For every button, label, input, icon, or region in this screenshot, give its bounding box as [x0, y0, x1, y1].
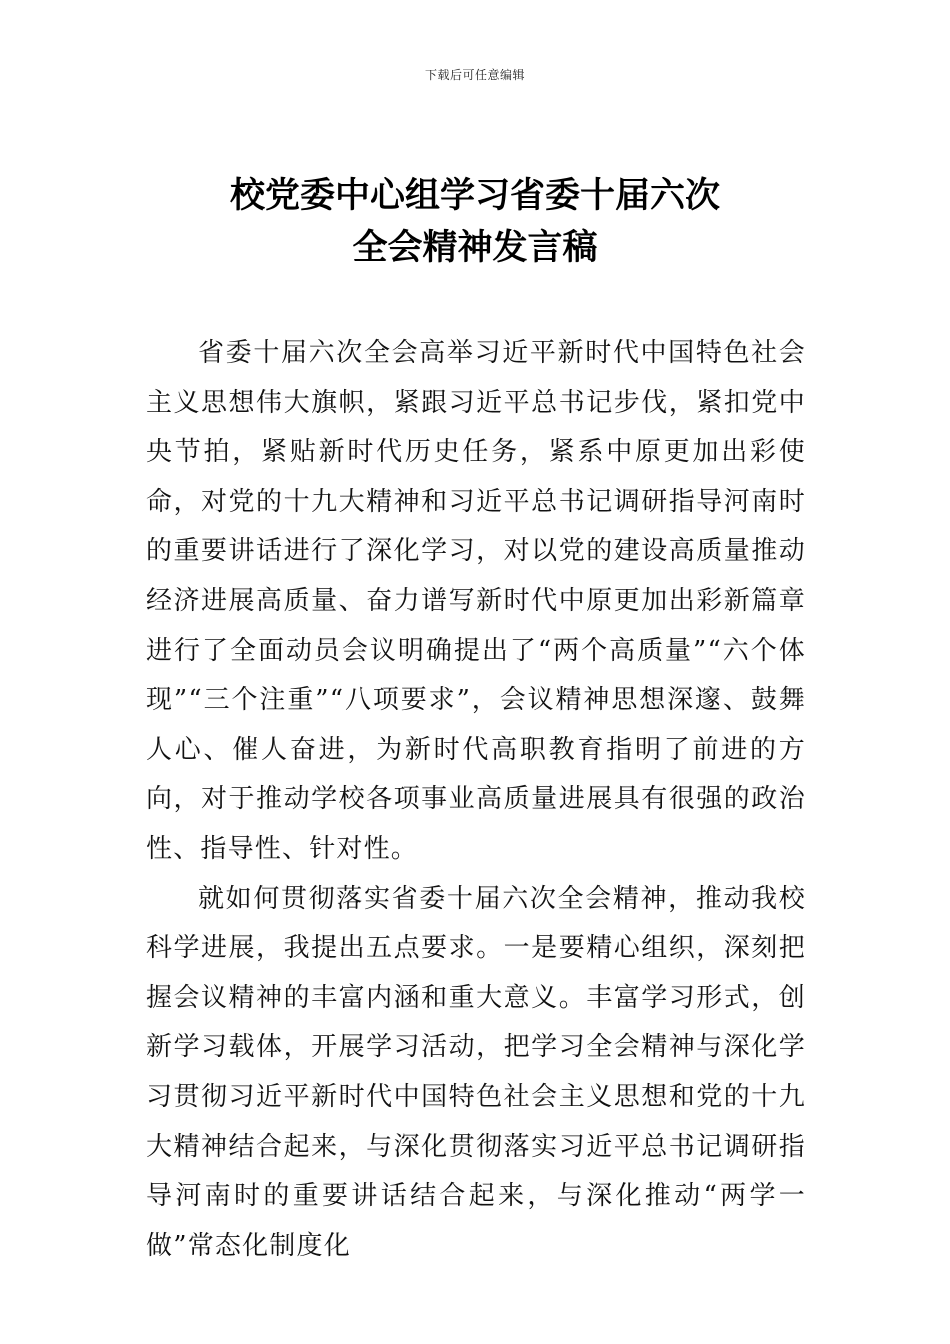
- document-body: [146, 329, 806, 1271]
- paragraph-2: 就如何贯彻落实省委十届六次全会精神，推动我校科学进展，我提出五点要求。一是要精心组织，深刻把握会议精神的丰富内涵和重大意义。丰富学习形式，创新学习载体，开展学习活动，把学习全会精神与深化学习贯彻习近平新时代中国特色社会主义思想和党的十九大精神结合起来，与深化贯彻落实习近平总书记调研指导河南时的重要讲话结合起来，与深化推动“两学一做”常态化制度化: [146, 883, 806, 1261]
- header-note: 下载后可任意编辑: [424, 68, 525, 82]
- title-line-1: 校党委中心组学习省委十届六次: [229, 176, 720, 216]
- document-title: [0, 170, 950, 274]
- title-line-2: 全会精神发言稿: [352, 228, 598, 268]
- paragraph-1: 省委十届六次全会高举习近平新时代中国特色社会主义思想伟大旗帜，紧跟习近平总书记步伐，紧扣党中央节拍，紧贴新时代历史任务，紧系中原更加出彩使命，对党的十九大精神和习近平总书记调研指导河南时的重要讲话进行了深化学习，对以党的建设高质量推动经济进展高质量、奋力谱写新时代中原更加出彩新篇章进行了全面动员会议明确提出了“两个高质量”“六个体现”“三个注重”“八项要求”，会议精神思想深邃、鼓舞人心、催人奋进，为新时代高职教育指明了前进的方向，对于推动学校各项事业高质量进展具有很强的政治性、指导性、针对性。: [146, 338, 806, 864]
